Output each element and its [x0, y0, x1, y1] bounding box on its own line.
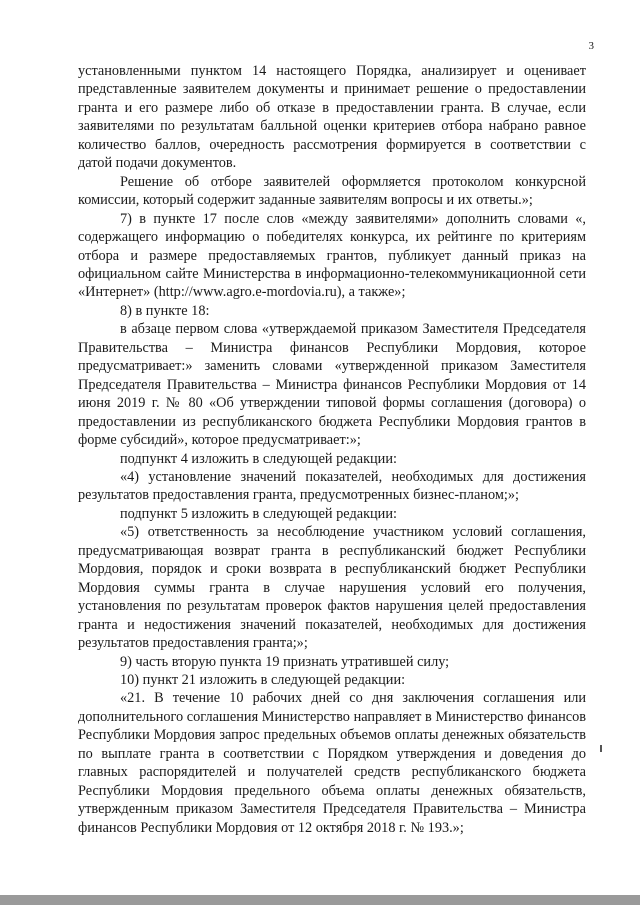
document-body [78, 62, 586, 837]
paragraph: установленными пунктом 14 настоящего Порядка, анализирует и оценивает представленные заявителем документы и принимает решение о предоставлении гранта и его размере либо об отказе в предоставлении гранта. В случае, если заявителями по результатам балльной оценки критериев отбора набрано равное количество баллов, очередность рассмотрения формируется в соответствии с датой подачи документов. [78, 63, 586, 172]
paragraph: 9) часть вторую пункта 19 признать утратившей силу; [120, 653, 450, 670]
paragraph: 10) пункт 21 изложить в следующей редакции: [120, 671, 406, 688]
page-number: 3 [588, 40, 594, 52]
paragraph: в абзаце первом слова «утверждаемой приказом Заместителя Председателя Правительства – Министра финансов Республики Мордовия, которое предусматривает:» заменить словами «утвержденной приказом Заместителя Председателя Правительства – Министра финансов Республики Мордовия от 14 июня 2019 г. № 80 «Об утверждении типовой формы соглашения (договора) о предоставлении из республиканского бюджета Республики Мордовия грантов в форме субсидий», которое предусматривает:»; [78, 321, 586, 449]
paragraph: 7) в пункте 17 после слов «между заявителями» дополнить словами «, содержащего информацию о победителях конкурса, их рейтинге по критериям отбора и размере предоставляемых грантов, публикует данный приказ на официальном сайте Министерства в информационно-телекоммуникационной сети «Интернет» (http://www.agro.e-mordovia.ru), а также»; [78, 210, 586, 301]
scan-speck [600, 745, 602, 752]
paragraph: подпункт 4 изложить в следующей редакции: [120, 450, 397, 467]
paragraph: «21. В течение 10 рабочих дней со дня заключения соглашения или дополнительного соглашения Министерство направляет в Министерство финансов Республики Мордовия запрос предельных объемов оплаты денежных обязательств по выплате гранта в соответствии с Порядком утверждения и доведения до главных распорядителей и получателей средств республиканского бюджета Республики Мордовия предельного объема оплаты денежных обязательств, утвержденным приказом Заместителя Председателя Правительства – Министра финансов Республики Мордовия от 12 октября 2018 г. № 193.»; [78, 690, 586, 836]
paragraph: подпункт 5 изложить в следующей редакции: [120, 505, 397, 522]
paragraph: Решение об отборе заявителей оформляется протоколом конкурсной комиссии, который содержит заданные заявителям вопросы и их ответы.»; [78, 173, 586, 209]
paragraph: «4) установление значений показателей, необходимых для достижения результатов предоставления гранта, предусмотренных бизнес-планом;»; [78, 468, 586, 504]
paragraph: «5) ответственность за несоблюдение участником условий соглашения, предусматривающая возврат гранта в республиканский бюджет Республики Мордовия, порядок и сроки возврата в республиканский бюджет Республики Мордовия суммы гранта в случае нарушения условий его получения, установления по результатам проверок фактов нарушения целей предоставления гранта и недостижения значений показателей, необходимых для достижения результатов предоставления гранта;»; [78, 524, 586, 652]
scan-bottom-edge [0, 895, 640, 905]
paragraph: 8) в пункте 18: [120, 302, 210, 319]
